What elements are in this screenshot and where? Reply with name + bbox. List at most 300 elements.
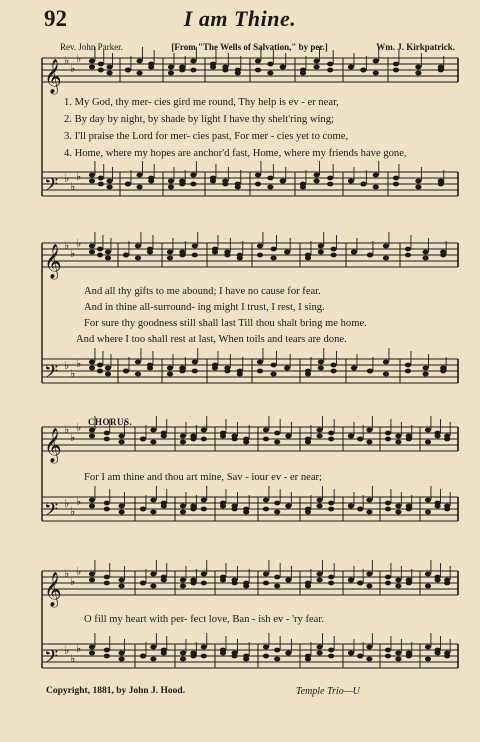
note-stem <box>186 639 187 653</box>
note-stem <box>319 47 320 61</box>
note-head <box>137 71 143 76</box>
note-stem <box>216 164 217 178</box>
note-stem <box>306 56 307 70</box>
note-head <box>220 504 226 509</box>
note-stem <box>269 633 270 647</box>
note-head <box>97 247 103 252</box>
note-head <box>137 173 143 178</box>
note-stem <box>450 639 451 653</box>
note-head <box>271 256 277 261</box>
note-head <box>383 244 389 249</box>
note-head <box>232 654 238 659</box>
note-stem <box>242 241 243 255</box>
note-head <box>89 366 95 371</box>
note-stem <box>334 419 335 433</box>
note-stem <box>153 235 154 249</box>
note-head <box>97 369 103 374</box>
note-stem <box>333 50 334 64</box>
copyright-line: Copyright, 1881, by John J. Hood. <box>46 686 186 696</box>
note-stem <box>146 642 147 656</box>
note-head <box>351 366 357 371</box>
note-stem <box>226 489 227 503</box>
note-head <box>348 434 354 439</box>
note-head <box>271 363 277 368</box>
note-stem <box>322 560 323 574</box>
note-stem <box>372 560 373 574</box>
note-stem <box>372 633 373 647</box>
note-head <box>255 59 261 64</box>
note-head <box>317 428 323 433</box>
note-stem <box>111 354 112 368</box>
note-head <box>305 584 311 589</box>
treble-clef-icon: 𝄞 <box>44 244 62 279</box>
note-stem <box>112 167 113 181</box>
note-head <box>423 256 429 261</box>
note-head <box>331 253 337 258</box>
note-head <box>328 431 334 436</box>
note-stem <box>411 235 412 249</box>
note-head <box>395 504 401 509</box>
note-head <box>444 437 450 442</box>
note-head <box>267 62 273 67</box>
note-head <box>385 575 391 580</box>
note-head <box>119 434 125 439</box>
note-stem <box>440 489 441 503</box>
note-head <box>367 253 373 258</box>
note-stem <box>354 53 355 67</box>
note-head <box>274 431 280 436</box>
note-head <box>317 572 323 577</box>
note-head <box>263 645 269 650</box>
note-head <box>395 651 401 656</box>
flat-icon: ♭ <box>70 180 76 193</box>
note-stem <box>95 161 96 175</box>
note-stem <box>185 241 186 255</box>
note-head <box>180 584 186 589</box>
note-head <box>107 185 113 190</box>
note-stem <box>95 47 96 61</box>
note-stem <box>440 636 441 650</box>
note-stem <box>261 161 262 175</box>
note-head <box>161 578 167 583</box>
note-stem <box>173 238 174 252</box>
note-head <box>105 250 111 255</box>
note-head <box>263 428 269 433</box>
note-stem <box>218 351 219 365</box>
note-head <box>119 510 125 515</box>
note-head <box>435 651 441 656</box>
note-stem <box>109 563 110 577</box>
note-stem <box>373 357 374 371</box>
note-stem <box>443 170 444 184</box>
note-stem <box>166 563 167 577</box>
flat-icon: ♭ <box>70 431 76 444</box>
note-head <box>395 440 401 445</box>
note-head <box>357 437 363 442</box>
note-stem <box>399 50 400 64</box>
note-head <box>201 581 207 586</box>
note-head <box>284 366 290 371</box>
verse-line-5: And all thy gifts to me abound; I have no cause for fear. <box>84 286 321 297</box>
note-head <box>167 366 173 371</box>
note-stem <box>273 50 274 64</box>
note-head <box>201 498 207 503</box>
page-number: 92 <box>44 6 67 31</box>
note-head <box>150 428 156 433</box>
note-head <box>405 253 411 258</box>
note-stem <box>428 238 429 252</box>
note-stem <box>421 167 422 181</box>
note-stem <box>319 161 320 175</box>
note-head <box>104 581 110 586</box>
note-stem <box>228 167 229 181</box>
note-stem <box>322 416 323 430</box>
note-stem <box>146 569 147 583</box>
note-head <box>105 372 111 377</box>
bass-clef-icon: 𝄢 <box>44 500 59 525</box>
note-stem <box>323 232 324 246</box>
note-head <box>180 440 186 445</box>
note-stem <box>186 422 187 436</box>
note-head <box>425 510 431 515</box>
note-head <box>135 256 141 261</box>
note-head <box>317 578 323 583</box>
note-head <box>167 372 173 377</box>
note-stem <box>333 164 334 178</box>
note-head <box>274 648 280 653</box>
note-stem <box>280 563 281 577</box>
note-head <box>147 250 153 255</box>
note-stem <box>142 161 143 175</box>
note-head <box>263 581 269 586</box>
note-head <box>98 68 104 73</box>
note-stem <box>216 50 217 64</box>
note-stem <box>276 235 277 249</box>
note-head <box>119 504 125 509</box>
note-stem <box>389 348 390 362</box>
note-head <box>237 372 243 377</box>
note-stem <box>354 566 355 580</box>
note-stem <box>401 566 402 580</box>
note-head <box>257 244 263 249</box>
note-head <box>220 651 226 656</box>
note-head <box>150 440 156 445</box>
note-stem <box>290 238 291 252</box>
note-head <box>305 256 311 261</box>
note-stem <box>391 419 392 433</box>
note-head <box>267 176 273 181</box>
note-head <box>383 372 389 377</box>
note-head <box>284 250 290 255</box>
note-head <box>314 179 320 184</box>
note-head <box>444 654 450 659</box>
note-stem <box>411 425 412 439</box>
note-stem <box>206 416 207 430</box>
note-stem <box>372 416 373 430</box>
flat-icon: ♭ <box>76 421 82 434</box>
note-head <box>405 363 411 368</box>
note-stem <box>196 642 197 656</box>
note-stem <box>95 633 96 647</box>
note-head <box>285 578 291 583</box>
note-head <box>385 648 391 653</box>
note-head <box>373 59 379 64</box>
chorus-label: CHORUS. <box>88 417 133 427</box>
note-stem <box>440 563 441 577</box>
note-head <box>243 440 249 445</box>
note-head <box>366 572 372 577</box>
note-head <box>190 504 196 509</box>
note-stem <box>129 357 130 371</box>
note-stem <box>431 560 432 574</box>
note-head <box>415 179 421 184</box>
note-head <box>274 657 280 662</box>
note-stem <box>366 56 367 70</box>
flat-icon: ♭ <box>76 170 82 183</box>
note-stem <box>428 354 429 368</box>
note-head <box>89 360 95 365</box>
note-stem <box>399 164 400 178</box>
note-head <box>212 250 218 255</box>
note-stem <box>354 492 355 506</box>
note-head <box>105 366 111 371</box>
note-head <box>107 179 113 184</box>
note-stem <box>141 232 142 246</box>
note-head <box>331 247 337 252</box>
note-head <box>317 434 323 439</box>
source-credit: [From "The Wells of Salvation," by per.] <box>171 42 328 52</box>
note-head <box>135 360 141 365</box>
note-head <box>406 504 412 509</box>
note-stem <box>322 633 323 647</box>
note-head <box>435 578 441 583</box>
flat-icon: ♭ <box>70 247 76 260</box>
note-stem <box>206 486 207 500</box>
note-head <box>280 179 286 184</box>
note-head <box>425 440 431 445</box>
note-head <box>150 572 156 577</box>
note-stem <box>334 636 335 650</box>
note-stem <box>311 425 312 439</box>
note-head <box>257 369 263 374</box>
note-stem <box>103 351 104 365</box>
flat-icon: ♭ <box>64 423 70 436</box>
note-head <box>105 256 111 261</box>
note-head <box>274 501 280 506</box>
note-head <box>190 173 196 178</box>
note-stem <box>112 53 113 67</box>
note-head <box>373 71 379 76</box>
note-stem <box>228 53 229 67</box>
note-head <box>168 185 174 190</box>
note-stem <box>334 563 335 577</box>
note-head <box>263 498 269 503</box>
note-head <box>89 572 95 577</box>
note-head <box>137 59 143 64</box>
note-head <box>224 253 230 258</box>
note-head <box>357 581 363 586</box>
note-head <box>255 173 261 178</box>
note-head <box>317 651 323 656</box>
note-stem <box>196 569 197 583</box>
note-head <box>285 434 291 439</box>
flat-icon: ♭ <box>64 54 70 67</box>
note-stem <box>440 419 441 433</box>
note-head <box>104 437 110 442</box>
note-head <box>348 65 354 70</box>
note-stem <box>166 636 167 650</box>
note-head <box>255 182 261 187</box>
note-head <box>243 510 249 515</box>
note-stem <box>109 636 110 650</box>
note-stem <box>378 161 379 175</box>
note-head <box>168 71 174 76</box>
note-head <box>123 253 129 258</box>
note-stem <box>291 639 292 653</box>
note-head <box>97 363 103 368</box>
verse-line-3: 3. I'll praise the Lord for mer- cies past, For mer - cies yet to come, <box>64 131 349 142</box>
treble-clef-icon: 𝄞 <box>44 59 62 94</box>
note-stem <box>306 170 307 184</box>
note-head <box>89 504 95 509</box>
note-head <box>232 581 238 586</box>
note-head <box>222 182 228 187</box>
note-stem <box>421 53 422 67</box>
note-stem <box>174 53 175 67</box>
note-head <box>180 504 186 509</box>
note-head <box>425 657 431 662</box>
note-head <box>210 179 216 184</box>
note-head <box>125 182 131 187</box>
note-stem <box>269 486 270 500</box>
note-stem <box>431 486 432 500</box>
note-head <box>328 581 334 586</box>
note-head <box>328 648 334 653</box>
note-head <box>366 498 372 503</box>
note-stem <box>249 495 250 509</box>
note-stem <box>240 170 241 184</box>
note-stem <box>103 164 104 178</box>
note-stem <box>291 422 292 436</box>
note-stem <box>366 170 367 184</box>
note-head <box>135 244 141 249</box>
note-head <box>435 504 441 509</box>
note-stem <box>197 232 198 246</box>
note-stem <box>443 56 444 70</box>
note-head <box>192 369 198 374</box>
note-head <box>405 369 411 374</box>
note-head <box>167 256 173 261</box>
note-stem <box>389 232 390 246</box>
note-stem <box>95 560 96 574</box>
note-stem <box>450 566 451 580</box>
note-head <box>348 578 354 583</box>
flat-icon: ♭ <box>70 652 76 665</box>
note-head <box>314 173 320 178</box>
note-head <box>383 256 389 261</box>
note-head <box>425 498 431 503</box>
note-head <box>305 440 311 445</box>
note-head <box>440 250 446 255</box>
note-stem <box>391 489 392 503</box>
note-stem <box>401 422 402 436</box>
note-stem <box>431 416 432 430</box>
note-head <box>104 575 110 580</box>
note-head <box>328 575 334 580</box>
note-head <box>137 185 143 190</box>
note-head <box>89 250 95 255</box>
note-stem <box>249 642 250 656</box>
note-stem <box>372 486 373 500</box>
note-head <box>201 654 207 659</box>
note-stem <box>357 354 358 368</box>
note-stem <box>354 167 355 181</box>
note-stem <box>95 486 96 500</box>
note-stem <box>146 425 147 439</box>
note-stem <box>263 348 264 362</box>
note-head <box>300 71 306 76</box>
note-head <box>192 253 198 258</box>
note-head <box>135 372 141 377</box>
note-stem <box>411 569 412 583</box>
note-head <box>415 71 421 76</box>
note-head <box>201 437 207 442</box>
note-stem <box>363 642 364 656</box>
note-stem <box>446 241 447 255</box>
note-stem <box>336 235 337 249</box>
note-head <box>314 59 320 64</box>
note-head <box>220 578 226 583</box>
note-head <box>327 68 333 73</box>
note-head <box>318 244 324 249</box>
note-head <box>201 428 207 433</box>
note-head <box>220 434 226 439</box>
note-head <box>348 651 354 656</box>
note-stem <box>95 348 96 362</box>
note-head <box>366 428 372 433</box>
note-head <box>314 65 320 70</box>
note-head <box>232 507 238 512</box>
note-stem <box>185 170 186 184</box>
note-head <box>383 360 389 365</box>
note-head <box>201 507 207 512</box>
note-head <box>357 654 363 659</box>
note-stem <box>411 642 412 656</box>
note-head <box>180 651 186 656</box>
note-stem <box>186 492 187 506</box>
note-head <box>97 253 103 258</box>
note-head <box>373 185 379 190</box>
note-head <box>285 651 291 656</box>
note-head <box>201 645 207 650</box>
note-head <box>89 645 95 650</box>
note-stem <box>354 422 355 436</box>
note-stem <box>186 566 187 580</box>
note-stem <box>363 495 364 509</box>
note-stem <box>450 422 451 436</box>
note-head <box>104 648 110 653</box>
note-head <box>210 65 216 70</box>
note-stem <box>173 354 174 368</box>
note-head <box>179 65 185 70</box>
note-stem <box>156 560 157 574</box>
note-head <box>267 185 273 190</box>
note-head <box>285 504 291 509</box>
note-stem <box>185 56 186 70</box>
note-head <box>235 71 241 76</box>
note-head <box>104 431 110 436</box>
note-stem <box>391 563 392 577</box>
